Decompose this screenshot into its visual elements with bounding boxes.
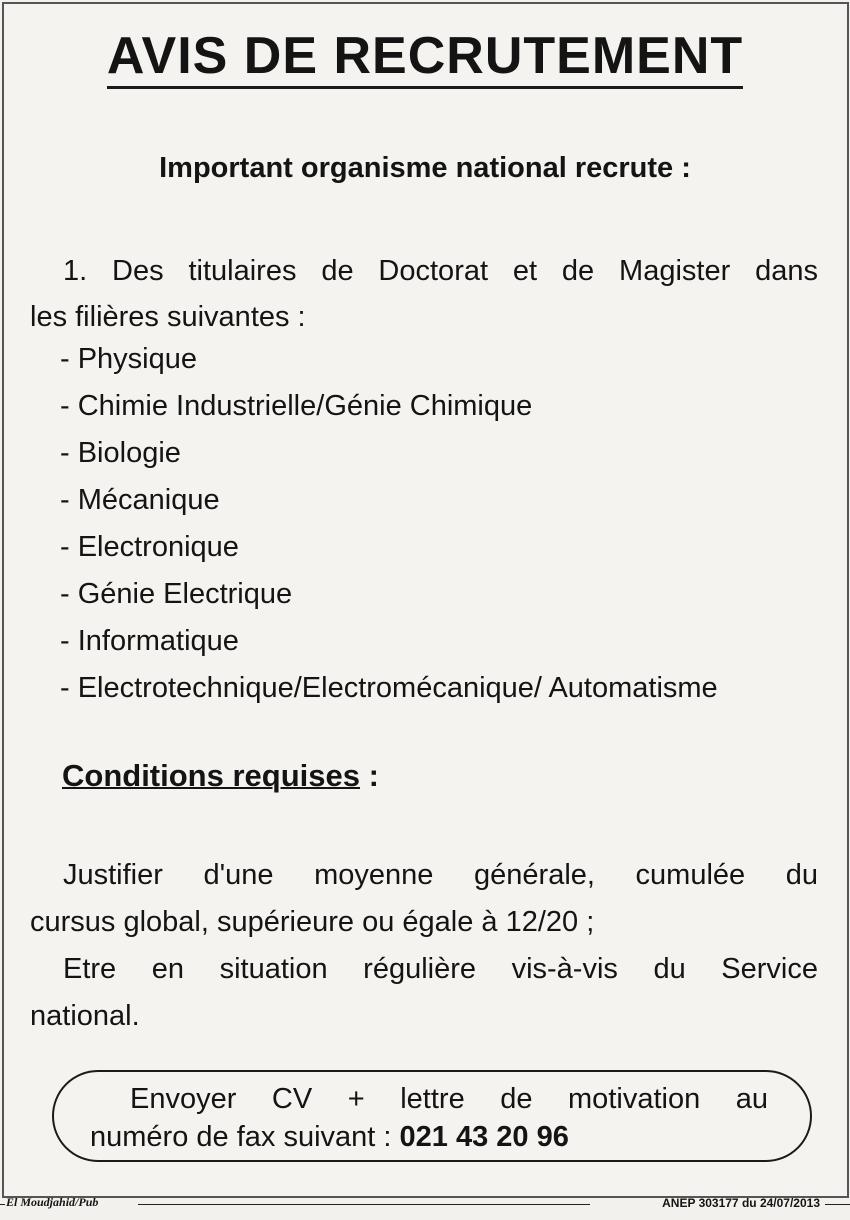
footer-rule xyxy=(138,1204,590,1205)
list-item: - Electrotechnique/Electromécanique/ Automatisme xyxy=(60,672,718,704)
filieres-list xyxy=(60,336,718,712)
ad-title xyxy=(0,28,850,89)
publisher-credit: El Moudjahid/Pub xyxy=(6,1195,99,1209)
contact-box xyxy=(52,1070,812,1162)
list-item: - Electronique xyxy=(60,531,239,563)
condition-2-line-1: Etre en situation régulière vis-à-vis du Service xyxy=(63,953,818,985)
intro-paragraph xyxy=(30,248,818,340)
intro-line-1: 1. Des titulaires de Doctorat et de Magister dans xyxy=(63,255,818,287)
conditions-heading xyxy=(62,758,379,794)
fax-number: 021 43 20 96 xyxy=(399,1121,569,1153)
list-item: - Mécanique xyxy=(60,484,220,516)
condition-paragraph-1 xyxy=(30,852,818,946)
list-item: - Génie Electrique xyxy=(60,578,293,610)
list-item: - Informatique xyxy=(60,625,239,657)
list-item: - Chimie Industrielle/Génie Chimique xyxy=(60,390,533,422)
list-item: - Physique xyxy=(60,343,198,375)
anep-reference: ANEP 303177 du 24/07/2013 xyxy=(662,1196,820,1210)
conditions-heading-colon: : xyxy=(359,758,379,793)
list-item: - Biologie xyxy=(60,437,181,469)
footer-rule-left-stub xyxy=(0,1204,5,1205)
condition-1-line-1: Justifier d'une moyenne générale, cumulée du xyxy=(63,859,818,891)
footer-rule-right-stub xyxy=(825,1204,850,1205)
ad-subtitle: Important organisme national recrute : xyxy=(159,152,691,184)
condition-2-line-2: national. xyxy=(30,1000,140,1032)
intro-line-2: les filières suivantes : xyxy=(30,301,306,333)
conditions-heading-text: Conditions requises xyxy=(62,758,360,793)
contact-line-1: Envoyer CV + lettre de motivation au xyxy=(130,1083,768,1115)
contact-line-2-prefix: numéro de fax suivant : xyxy=(90,1121,400,1153)
condition-1-line-2: cursus global, supérieure ou égale à 12/20 ; xyxy=(30,906,595,938)
ad-title-text: AVIS DE RECRUTEMENT xyxy=(107,28,743,89)
condition-paragraph-2 xyxy=(30,946,818,1040)
